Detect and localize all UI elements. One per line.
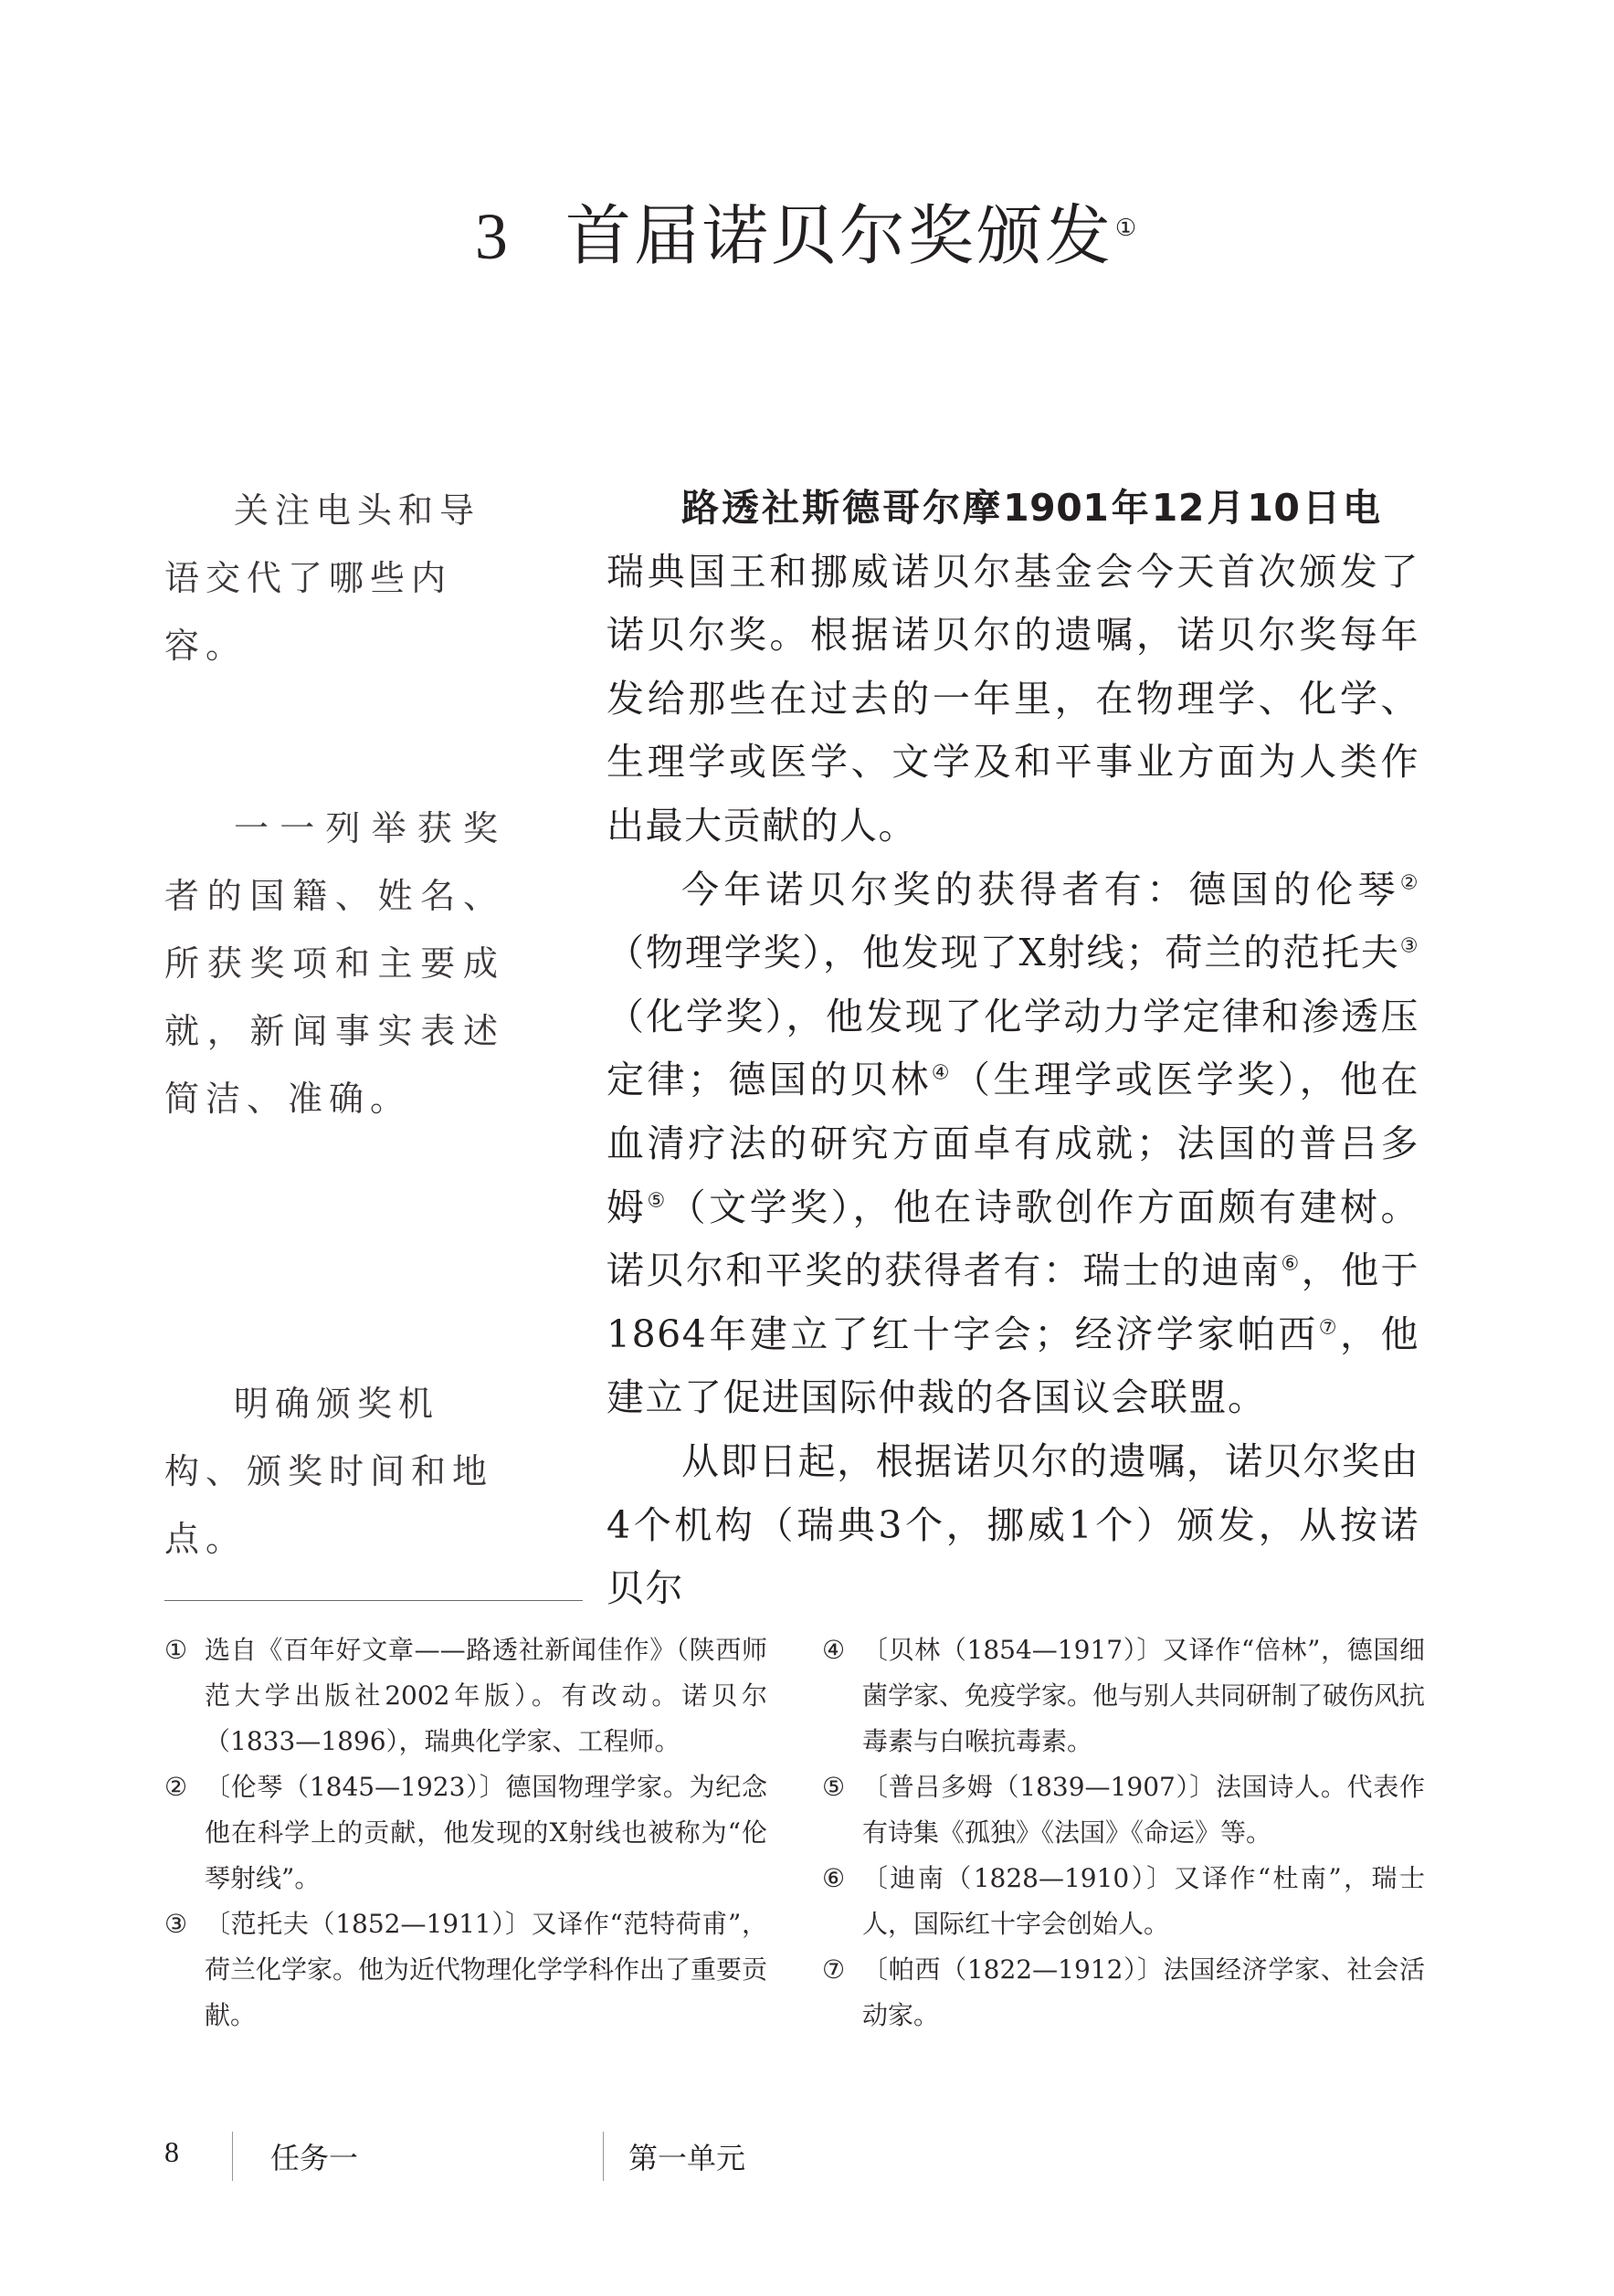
footnote-2-mark: ② <box>164 1772 188 1802</box>
footnote-7-mark: ⑦ <box>822 1954 846 1985</box>
article-body <box>607 477 1419 1621</box>
footer-task-label: 任务一 <box>270 2141 359 2175</box>
footnote-4-mark: ④ <box>822 1635 846 1665</box>
p2-text-1: 今年诺贝尔奖的获得者有：德国的伦琴 <box>681 867 1400 911</box>
side-note-3: 明确颁奖机构、颁奖时间和地点。 <box>164 1384 494 1559</box>
footnote-ref-3[interactable]: ③ <box>1399 934 1419 958</box>
lesson-number: 3 <box>474 200 511 273</box>
p2-text-6: ，他于1864年建立了红十字会；经济学家帕西 <box>607 1248 1420 1356</box>
footnote-1-mark: ① <box>164 1635 188 1665</box>
p2-text-2: （物理学奖），他发现了X射线；荷兰的范托夫 <box>607 931 1400 975</box>
paragraph-2 <box>607 858 1419 1430</box>
p2-text-5: （文学奖），他在诗歌创作方面颇有建树。诺贝尔和平奖的获得者有：瑞士的迪南 <box>607 1185 1419 1293</box>
footnote-1-text: 选自《百年好文章——路透社新闻佳作》（陕西师范大学出版社2002年版）。有改动。诺贝尔（1833—1896），瑞典化学家、工程师。 <box>205 1635 767 1756</box>
footnote-6-mark: ⑥ <box>822 1863 846 1893</box>
footnote-5 <box>822 1764 1425 1856</box>
footnote-3 <box>164 1901 767 2038</box>
side-note-2: 一一列举获奖者的国籍、姓名、所获奖项和主要成就，新闻事实表述简洁、准确。 <box>164 808 504 1119</box>
dateline: 路透社斯德哥尔摩1901年12月10日电 <box>681 486 1383 530</box>
page-number: 8 <box>164 2135 179 2168</box>
page-title <box>0 183 1614 278</box>
footnote-3-mark: ③ <box>164 1909 188 1939</box>
footnote-5-mark: ⑤ <box>822 1772 846 1802</box>
side-note-1: 关注电头和导语交代了哪些内容。 <box>164 490 481 666</box>
paragraph-3: 从即日起，根据诺贝尔的遗嘱，诺贝尔奖由4个机构（瑞典3个，挪威1个）颁发，从按诺贝尔 <box>607 1438 1419 1611</box>
footnote-6 <box>822 1856 1425 1947</box>
lesson-title: 首届诺贝尔奖颁发 <box>564 197 1113 274</box>
paragraph-1-text: 瑞典国王和挪威诺贝尔基金会今天首次颁发了诺贝尔奖。根据诺贝尔的遗嘱，诺贝尔奖每年发给那些在过去的一年里，在物理学、化学、生理学或医学、文学及和平事业方面为人类作出最大贡献的人。 <box>607 549 1419 848</box>
footnote-ref-6[interactable]: ⑥ <box>1281 1252 1302 1276</box>
footnote-ref-5[interactable]: ⑤ <box>647 1188 669 1212</box>
p2-text-7: ，他建立了促进国际仲裁的各国议会联盟。 <box>607 1311 1419 1420</box>
footnote-7-text: 〔帕西（1822—1912）〕法国经济学家、社会活动家。 <box>862 1954 1425 2030</box>
p2-text-4: （生理学或医学奖），他在血清疗法的研究方面卓有成就；法国的普吕多姆 <box>607 1058 1420 1229</box>
footnote-6-text: 〔迪南（1828—1910）〕又译作“杜南”，瑞士人，国际红十字会创始人。 <box>862 1863 1425 1939</box>
footnote-2 <box>164 1764 767 1901</box>
footnote-5-text: 〔普吕多姆（1839—1907）〕法国诗人。代表作有诗集《孤独》《法国》《命运》等。 <box>862 1772 1425 1848</box>
footnotes-left-column <box>164 1627 767 2038</box>
footnote-2-text: 〔伦琴（1845—1923）〕德国物理学家。为纪念他在科学上的贡献，他发现的X射线也被称为“伦琴射线”。 <box>205 1772 767 1893</box>
p2-text-3: （化学奖），他发现了化学动力学定律和渗透压定律；德国的贝林 <box>607 994 1419 1102</box>
footnotes-right-column <box>822 1627 1425 2038</box>
footnote-4 <box>822 1627 1425 1764</box>
footnote-ref-4[interactable]: ④ <box>931 1061 953 1085</box>
footnote-ref-7[interactable]: ⑦ <box>1318 1316 1340 1340</box>
footnote-1 <box>164 1627 767 1764</box>
footer-separator-1 <box>232 2132 233 2181</box>
footnote-divider <box>164 1600 583 1601</box>
footnote-7 <box>822 1947 1425 2038</box>
paragraph-1 <box>607 477 1419 858</box>
footer-separator-2 <box>603 2132 604 2181</box>
footnote-3-text: 〔范托夫（1852—1911）〕又译作“范特荷甫”，荷兰化学家。他为近代物理化学学科作出了重要贡献。 <box>205 1909 768 2030</box>
footnote-4-text: 〔贝林（1854—1917）〕又译作“倍林”，德国细菌学家、免疫学家。他与别人共同研制了破伤风抗毒素与白喉抗毒素。 <box>862 1635 1426 1756</box>
footer-unit-label: 第一单元 <box>628 2141 746 2175</box>
title-footnote-mark: ① <box>1114 215 1140 242</box>
footnote-ref-2[interactable]: ② <box>1399 870 1419 894</box>
